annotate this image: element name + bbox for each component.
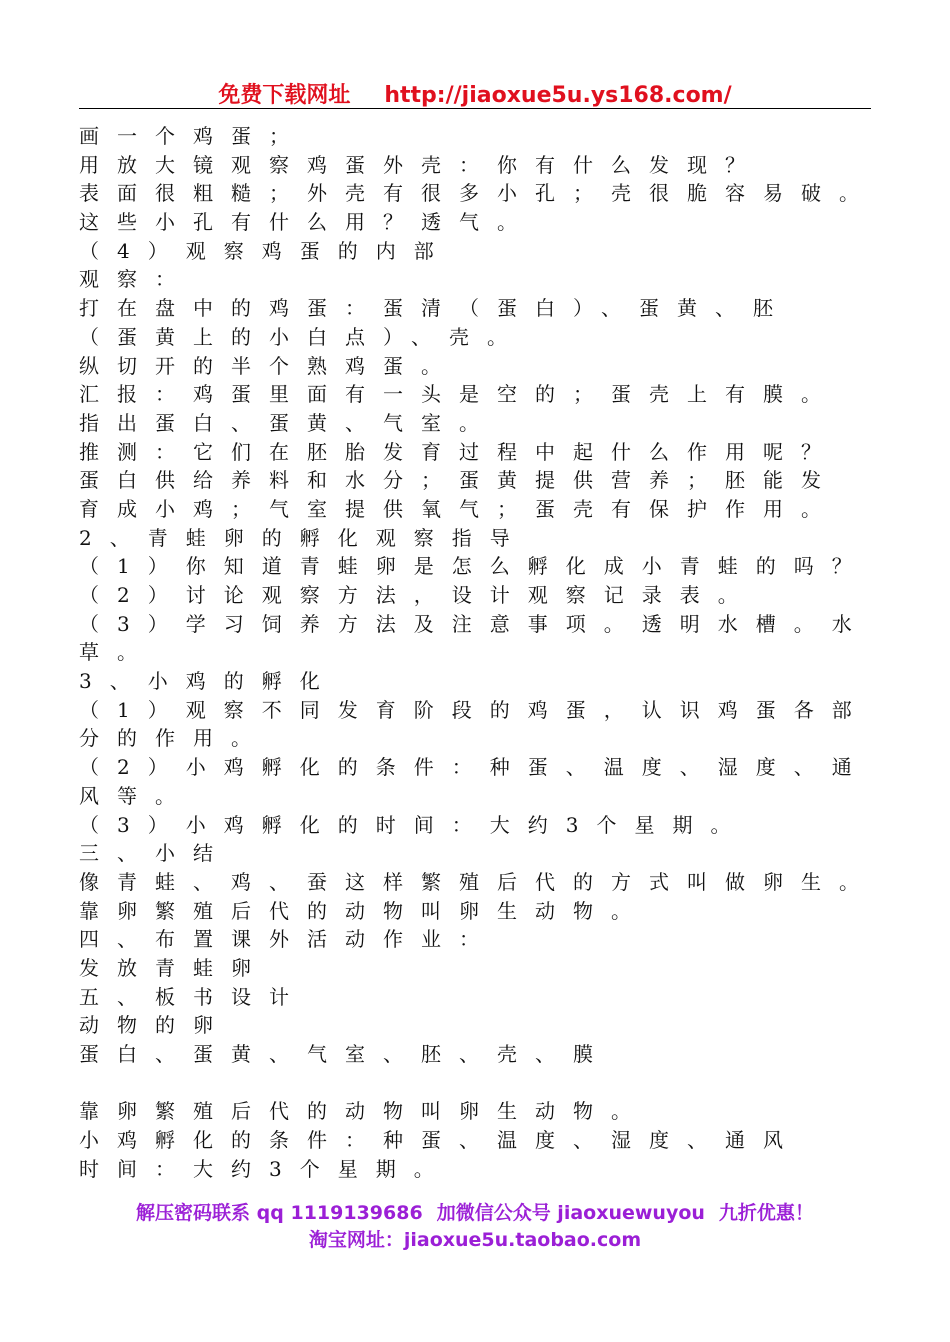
text-line: 表面很粗糙；外壳有很多小孔；壳很脆容易破。 bbox=[79, 181, 877, 206]
text-line: （2）讨论观察方法，设计观察记录表。 bbox=[79, 583, 756, 607]
header-divider bbox=[79, 108, 871, 109]
text-line: 指出蛋白、蛋黄、气室。 bbox=[79, 410, 497, 435]
footer-taobao-link[interactable]: 淘宝网址：jiaoxue5u.taobao.com bbox=[308, 1229, 642, 1251]
footer-contact-line bbox=[0, 1198, 950, 1225]
text-line: （蛋黄上的小白点）、壳。 bbox=[79, 324, 525, 349]
header-url-link[interactable]: http://jiaoxue5u.ys168.com/ bbox=[384, 83, 732, 108]
text-line: 像青蛙、鸡、蚕这样繁殖后代的方式叫做卵生。 bbox=[79, 869, 877, 894]
text-line: 蛋白供给养料和水分；蛋黄提供营养；胚能发 bbox=[79, 468, 839, 493]
text-line: 2、青蛙卵的孵化观察指导 bbox=[79, 525, 528, 550]
header-label: 免费下载网址 bbox=[218, 83, 351, 108]
text-line: 靠卵繁殖后代的动物叫卵生动物。 bbox=[79, 898, 649, 923]
blank-line bbox=[79, 1069, 879, 1098]
text-line: （3）学习饲养方法及注意事项。透明水槽。水 bbox=[79, 611, 870, 636]
footer-discount: 九折优惠！ bbox=[718, 1202, 814, 1224]
text-line: 靠卵繁殖后代的动物叫卵生动物。 bbox=[79, 1099, 649, 1124]
text-line: 蛋白、蛋黄、气室、胚、壳、膜 bbox=[79, 1042, 611, 1066]
text-line: 三、小结 bbox=[79, 841, 231, 866]
text-line: （2）小鸡孵化的条件：种蛋、温度、湿度、通 bbox=[79, 755, 870, 780]
text-line: 育成小鸡；气室提供氧气；蛋壳有保护作用。 bbox=[79, 496, 839, 521]
text-line: 小鸡孵化的条件：种蛋、温度、湿度、通风 bbox=[79, 1128, 801, 1153]
text-line: （3）小鸡孵化的时间：大约3个星期。 bbox=[79, 812, 749, 837]
text-line: 打在盘中的鸡蛋：蛋清（蛋白）、蛋黄、胚 bbox=[79, 296, 791, 321]
text-line: 四、布置课外活动作业： bbox=[79, 927, 497, 952]
footer-taobao-line bbox=[0, 1225, 950, 1252]
download-header bbox=[0, 78, 950, 109]
text-line: 这些小孔有什么用？透气。 bbox=[79, 210, 535, 235]
text-line: 汇报：鸡蛋里面有一头是空的；蛋壳上有膜。 bbox=[79, 382, 839, 407]
text-line: 纵切开的半个熟鸡蛋。 bbox=[79, 353, 459, 378]
footer-wechat: 加微信公众号 jiaoxuewuyou bbox=[436, 1202, 705, 1224]
text-line: 观察： bbox=[79, 267, 193, 292]
lesson-body bbox=[79, 122, 879, 1183]
text-line: 用放大镜观察鸡蛋外壳：你有什么发现？ bbox=[79, 152, 763, 177]
text-line: 3、小鸡的孵化 bbox=[79, 669, 338, 694]
text-line: （1）观察不同发育阶段的鸡蛋，认识鸡蛋各部 bbox=[79, 697, 870, 722]
text-line: 分的作用。 bbox=[79, 726, 269, 751]
text-line: 时间：大约3个星期。 bbox=[79, 1156, 452, 1181]
text-line: 动物的卵 bbox=[79, 1013, 231, 1038]
text-line: 画一个鸡蛋； bbox=[79, 124, 307, 148]
text-line: 发放青蛙卵 bbox=[79, 955, 269, 980]
text-line: 五、板书设计 bbox=[79, 984, 307, 1009]
text-line: 风等。 bbox=[79, 783, 193, 808]
text-line: 草。 bbox=[79, 640, 155, 665]
text-line: （1）你知道青蛙卵是怎么孵化成小青蛙的吗？ bbox=[79, 554, 870, 579]
text-line: 推测：它们在胚胎发育过程中起什么作用呢？ bbox=[79, 439, 839, 464]
text-line: （4）观察鸡蛋的内部 bbox=[79, 238, 452, 263]
footer-password-contact: 解压密码联系 qq 1119139686 bbox=[136, 1202, 423, 1224]
